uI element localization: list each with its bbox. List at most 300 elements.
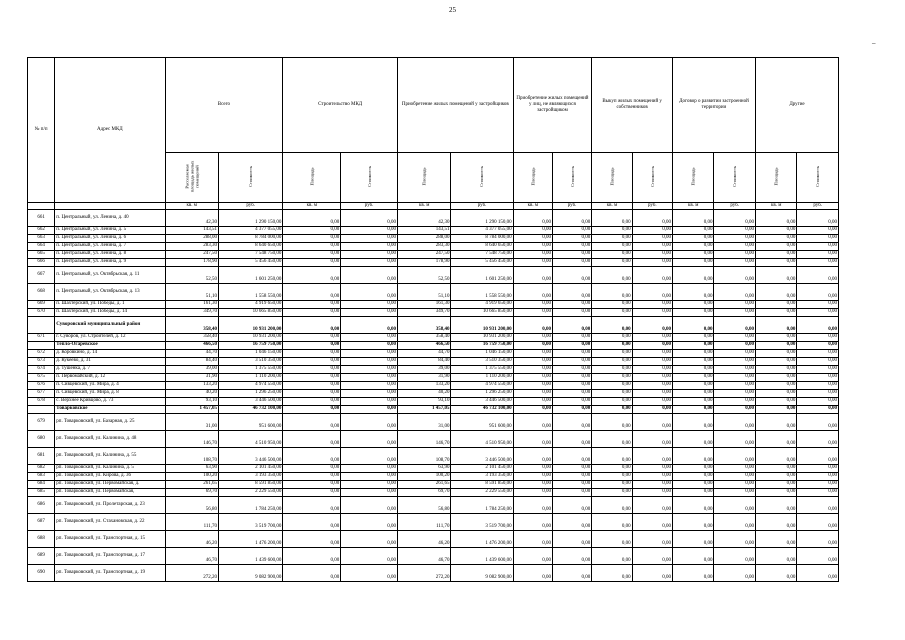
nondeveloper-cost-cell: 0,00 — [552, 447, 591, 464]
territory-area-cell: 0,00 — [672, 405, 713, 413]
row-number-cell: 674 — [28, 365, 55, 373]
row-number-cell: 663 — [28, 234, 55, 242]
nondeveloper-cost-cell: 0,00 — [552, 341, 591, 349]
table-row — [28, 464, 839, 472]
unit-cost: руб. — [632, 203, 672, 210]
address-cell: рп. Товарковский, ул. Транспортная, д. 15 — [55, 530, 165, 547]
other-area-cell: 0,00 — [755, 413, 796, 430]
total-area-cell: 108,70 — [165, 447, 218, 464]
territory-cost-cell: 0,00 — [714, 300, 755, 308]
developer-cost-cell: 9 082 900,00 — [451, 564, 513, 581]
table-row — [28, 365, 839, 373]
territory-area-cell: 0,00 — [672, 447, 713, 464]
header-area: Площадь — [672, 153, 713, 203]
developer-cost-cell: 1 476 200,00 — [451, 530, 513, 547]
nondeveloper-area-cell: 0,00 — [513, 513, 552, 530]
address-cell: Товарковское — [55, 405, 165, 413]
other-area-cell: 0,00 — [755, 464, 796, 472]
nondeveloper-cost-cell: 0,00 — [552, 266, 591, 283]
nondeveloper-area-cell: 0,00 — [513, 365, 552, 373]
construction-area-cell: 0,00 — [283, 513, 341, 530]
construction-area-cell: 0,00 — [283, 209, 341, 226]
developer-area-cell: 63,90 — [397, 464, 450, 472]
construction-area-cell: 0,00 — [283, 365, 341, 373]
territory-cost-cell: 0,00 — [714, 283, 755, 300]
nondeveloper-area-cell: 0,00 — [513, 226, 552, 234]
unit-cost: руб. — [714, 203, 755, 210]
header-area: Площадь — [397, 153, 450, 203]
buyout-cost-cell: 0,00 — [632, 316, 672, 333]
buyout-area-cell: 0,00 — [592, 258, 632, 266]
address-cell: рп. Товарковский, ул. Первомайская, — [55, 488, 165, 496]
developer-cost-cell: 3 510 350,00 — [451, 357, 513, 365]
territory-cost-cell: 0,00 — [714, 258, 755, 266]
other-cost-cell: 0,00 — [797, 365, 839, 373]
other-area-cell: 0,00 — [755, 397, 796, 405]
construction-area-cell: 0,00 — [283, 389, 341, 397]
total-area-cell: 69,70 — [165, 488, 218, 496]
table-row — [28, 308, 839, 316]
developer-cost-cell: 4 510 950,00 — [451, 430, 513, 447]
nondeveloper-area-cell: 0,00 — [513, 397, 552, 405]
row-number-cell: 685 — [28, 488, 55, 496]
total-area-cell: 44,70 — [165, 349, 218, 357]
developer-cost-cell: 10 665 850,00 — [451, 308, 513, 316]
territory-area-cell: 0,00 — [672, 513, 713, 530]
row-number-cell: 662 — [28, 226, 55, 234]
row-number-cell: 668 — [28, 283, 55, 300]
header-area: Площадь — [283, 153, 341, 203]
nondeveloper-area-cell: 0,00 — [513, 316, 552, 333]
other-cost-cell: 0,00 — [797, 496, 839, 513]
address-cell: п. Сивцевский, ул. Мира, д. 4 — [55, 381, 165, 389]
territory-cost-cell: 0,00 — [714, 308, 755, 316]
construction-cost-cell: 0,00 — [341, 480, 398, 488]
other-area-cell: 0,00 — [755, 365, 796, 373]
header-area: Площадь — [592, 153, 632, 203]
construction-cost-cell: 0,00 — [341, 357, 398, 365]
buyout-area-cell: 0,00 — [592, 357, 632, 365]
territory-cost-cell: 0,00 — [714, 209, 755, 226]
construction-cost-cell: 0,00 — [341, 283, 398, 300]
developer-area-cell: 31,00 — [397, 413, 450, 430]
territory-cost-cell: 0,00 — [714, 341, 755, 349]
buyout-cost-cell: 0,00 — [632, 564, 672, 581]
address-cell: п. Шахтерский, ул. Победы, д. 14 — [55, 308, 165, 316]
construction-cost-cell: 0,00 — [341, 389, 398, 397]
buyout-area-cell: 0,00 — [592, 242, 632, 250]
table-row — [28, 349, 839, 357]
territory-area-cell: 0,00 — [672, 349, 713, 357]
territory-area-cell: 0,00 — [672, 564, 713, 581]
developer-cost-cell: 1 290 150,00 — [451, 209, 513, 226]
address-cell: Суворовский муниципальный район — [55, 316, 165, 333]
developer-cost-cell: 16 759 750,00 — [451, 341, 513, 349]
territory-area-cell: 0,00 — [672, 413, 713, 430]
territory-area-cell: 0,00 — [672, 300, 713, 308]
construction-area-cell: 0,00 — [283, 413, 341, 430]
developer-cost-cell: 8 640 650,00 — [451, 242, 513, 250]
buyout-area-cell: 0,00 — [592, 316, 632, 333]
total-cost-cell: 4 974 550,00 — [218, 381, 282, 389]
construction-area-cell: 0,00 — [283, 464, 341, 472]
address-cell: п. Центральный, ул. Ленина, д. 40 — [55, 209, 165, 226]
construction-area-cell: 0,00 — [283, 530, 341, 547]
row-number-cell — [28, 316, 55, 333]
table-row — [28, 250, 839, 258]
buyout-area-cell: 0,00 — [592, 365, 632, 373]
nondeveloper-area-cell: 0,00 — [513, 488, 552, 496]
header-territory-agreement: Договор о развитии застроенной территории — [672, 58, 755, 153]
other-area-cell: 0,00 — [755, 316, 796, 333]
other-cost-cell: 0,00 — [797, 242, 839, 250]
developer-area-cell: 133,20 — [397, 381, 450, 389]
developer-area-cell: 358,40 — [397, 316, 450, 333]
nondeveloper-cost-cell: 0,00 — [552, 464, 591, 472]
other-cost-cell: 0,00 — [797, 258, 839, 266]
developer-area-cell: 39,00 — [397, 365, 450, 373]
nondeveloper-cost-cell: 0,00 — [552, 397, 591, 405]
nondeveloper-area-cell: 0,00 — [513, 300, 552, 308]
table-row — [28, 357, 839, 365]
total-area-cell: 261,65 — [165, 480, 218, 488]
nondeveloper-area-cell: 0,00 — [513, 373, 552, 381]
header-cost: Стоимость — [451, 153, 513, 203]
total-cost-cell: 10 931 200,00 — [218, 333, 282, 341]
other-area-cell: 0,00 — [755, 472, 796, 480]
row-number-cell: 669 — [28, 300, 55, 308]
territory-area-cell: 0,00 — [672, 316, 713, 333]
territory-area-cell: 0,00 — [672, 357, 713, 365]
territory-cost-cell: 0,00 — [714, 564, 755, 581]
nondeveloper-cost-cell: 0,00 — [552, 430, 591, 447]
territory-cost-cell: 0,00 — [714, 430, 755, 447]
territory-cost-cell: 0,00 — [714, 464, 755, 472]
table-row — [28, 283, 839, 300]
table-row — [28, 480, 839, 488]
territory-area-cell: 0,00 — [672, 250, 713, 258]
margin-mark: – — [872, 39, 876, 47]
address-cell: п. Центральный, ул. Ленина, д. 6 — [55, 234, 165, 242]
unit-area: кв. м — [672, 203, 713, 210]
other-cost-cell: 0,00 — [797, 447, 839, 464]
other-area-cell: 0,00 — [755, 564, 796, 581]
nondeveloper-cost-cell: 0,00 — [552, 226, 591, 234]
nondeveloper-cost-cell: 0,00 — [552, 234, 591, 242]
construction-area-cell: 0,00 — [283, 564, 341, 581]
other-cost-cell: 0,00 — [797, 513, 839, 530]
developer-area-cell: 146,70 — [397, 430, 450, 447]
address-cell: рп. Товарковский, ул. Калинина, д. 48 — [55, 430, 165, 447]
construction-cost-cell: 0,00 — [341, 413, 398, 430]
total-cost-cell: 4 919 650,00 — [218, 300, 282, 308]
construction-cost-cell: 0,00 — [341, 496, 398, 513]
page-number: 25 — [449, 6, 456, 14]
header-cost: Стоимость — [552, 153, 591, 203]
other-area-cell: 0,00 — [755, 209, 796, 226]
buyout-cost-cell: 0,00 — [632, 397, 672, 405]
total-cost-cell: 7 548 750,00 — [218, 250, 282, 258]
buyout-cost-cell: 0,00 — [632, 381, 672, 389]
other-area-cell: 0,00 — [755, 341, 796, 349]
buyout-area-cell: 0,00 — [592, 266, 632, 283]
table-row — [28, 430, 839, 447]
buyout-cost-cell: 0,00 — [632, 283, 672, 300]
total-cost-cell: 10 665 850,00 — [218, 308, 282, 316]
address-cell: п. Сивцевский, ул. Мира, д. 8 — [55, 389, 165, 397]
row-number-cell: 684 — [28, 480, 55, 488]
developer-area-cell: 52,50 — [397, 266, 450, 283]
territory-cost-cell: 0,00 — [714, 365, 755, 373]
territory-area-cell: 0,00 — [672, 480, 713, 488]
nondeveloper-area-cell: 0,00 — [513, 308, 552, 316]
nondeveloper-area-cell: 0,00 — [513, 413, 552, 430]
nondeveloper-cost-cell: 0,00 — [552, 333, 591, 341]
total-area-cell: 52,50 — [165, 266, 218, 283]
other-area-cell: 0,00 — [755, 381, 796, 389]
address-cell: рп. Товарковский, ул. Калинина, д. 5 — [55, 464, 165, 472]
construction-cost-cell: 0,00 — [341, 547, 398, 564]
row-number-cell: 677 — [28, 389, 55, 397]
table-row — [28, 488, 839, 496]
nondeveloper-cost-cell: 0,00 — [552, 250, 591, 258]
total-cost-cell: 8 591 850,00 — [218, 480, 282, 488]
address-cell: д. Тушенка, д. 7 — [55, 365, 165, 373]
total-area-cell: 100,20 — [165, 472, 218, 480]
buyout-cost-cell: 0,00 — [632, 530, 672, 547]
table-row — [28, 547, 839, 564]
other-area-cell: 0,00 — [755, 226, 796, 234]
total-area-cell: 143,51 — [165, 226, 218, 234]
nondeveloper-cost-cell: 0,00 — [552, 316, 591, 333]
construction-area-cell: 0,00 — [283, 397, 341, 405]
construction-cost-cell: 0,00 — [341, 266, 398, 283]
address-cell: п. Центральный, ул. Октябрьская, д. 11 — [55, 266, 165, 283]
territory-area-cell: 0,00 — [672, 266, 713, 283]
total-area-cell: 56,80 — [165, 496, 218, 513]
total-area-cell: 146,70 — [165, 430, 218, 447]
other-cost-cell: 0,00 — [797, 357, 839, 365]
nondeveloper-area-cell: 0,00 — [513, 496, 552, 513]
other-cost-cell: 0,00 — [797, 472, 839, 480]
address-cell: п. Первомайский, д. 12 — [55, 373, 165, 381]
nondeveloper-cost-cell: 0,00 — [552, 308, 591, 316]
territory-cost-cell: 0,00 — [714, 397, 755, 405]
nondeveloper-cost-cell: 0,00 — [552, 349, 591, 357]
nondeveloper-cost-cell: 0,00 — [552, 373, 591, 381]
total-cost-cell: 46 732 100,00 — [218, 405, 282, 413]
developer-cost-cell: 2 101 450,00 — [451, 464, 513, 472]
nondeveloper-area-cell: 0,00 — [513, 258, 552, 266]
address-cell: п. Шахтерский, ул. Победы, д. 1 — [55, 300, 165, 308]
territory-area-cell: 0,00 — [672, 333, 713, 341]
territory-area-cell: 0,00 — [672, 258, 713, 266]
table-row — [28, 496, 839, 513]
other-cost-cell: 0,00 — [797, 250, 839, 258]
nondeveloper-area-cell: 0,00 — [513, 530, 552, 547]
total-area-cell: 46,70 — [165, 547, 218, 564]
other-cost-cell: 0,00 — [797, 488, 839, 496]
row-number-cell: 673 — [28, 357, 55, 365]
address-cell: д. Коровкино, д. 14 — [55, 349, 165, 357]
other-cost-cell: 0,00 — [797, 480, 839, 488]
row-number-cell: 681 — [28, 447, 55, 464]
territory-cost-cell: 0,00 — [714, 316, 755, 333]
buyout-area-cell: 0,00 — [592, 349, 632, 357]
nondeveloper-cost-cell: 0,00 — [552, 300, 591, 308]
buyout-cost-cell: 0,00 — [632, 373, 672, 381]
unit-area: кв. м — [592, 203, 632, 210]
buyout-area-cell: 0,00 — [592, 513, 632, 530]
total-area-cell: 358,40 — [165, 333, 218, 341]
territory-cost-cell: 0,00 — [714, 373, 755, 381]
row-number-cell: 682 — [28, 464, 55, 472]
other-cost-cell: 0,00 — [797, 397, 839, 405]
nondeveloper-cost-cell: 0,00 — [552, 405, 591, 413]
other-cost-cell: 0,00 — [797, 430, 839, 447]
developer-cost-cell: 1 601 250,00 — [451, 266, 513, 283]
buyout-cost-cell: 0,00 — [632, 341, 672, 349]
row-number-cell: 672 — [28, 349, 55, 357]
header-area: Площадь — [755, 153, 796, 203]
developer-area-cell: 358,40 — [397, 333, 450, 341]
row-number-cell: 664 — [28, 242, 55, 250]
buyout-area-cell: 0,00 — [592, 405, 632, 413]
nondeveloper-area-cell: 0,00 — [513, 464, 552, 472]
other-cost-cell: 0,00 — [797, 266, 839, 283]
buyout-cost-cell: 0,00 — [632, 349, 672, 357]
territory-cost-cell: 0,00 — [714, 413, 755, 430]
total-area-cell: 178,90 — [165, 258, 218, 266]
total-cost-cell: 1 110 200,00 — [218, 373, 282, 381]
construction-cost-cell: 0,00 — [341, 226, 398, 234]
buyout-cost-cell: 0,00 — [632, 472, 672, 480]
construction-cost-cell: 0,00 — [341, 564, 398, 581]
developer-cost-cell: 3 446 500,00 — [451, 397, 513, 405]
unit-cost: руб. — [341, 203, 398, 210]
territory-area-cell: 0,00 — [672, 488, 713, 496]
other-area-cell: 0,00 — [755, 496, 796, 513]
buyout-cost-cell: 0,00 — [632, 365, 672, 373]
other-cost-cell: 0,00 — [797, 226, 839, 234]
nondeveloper-area-cell: 0,00 — [513, 283, 552, 300]
developer-area-cell: 349,70 — [397, 308, 450, 316]
buyout-cost-cell: 0,00 — [632, 413, 672, 430]
buyout-area-cell: 0,00 — [592, 480, 632, 488]
table-row — [28, 513, 839, 530]
nondeveloper-area-cell: 0,00 — [513, 349, 552, 357]
row-number-cell: 661 — [28, 209, 55, 226]
total-area-cell: 31,00 — [165, 413, 218, 430]
developer-area-cell: 261,65 — [397, 480, 450, 488]
developer-cost-cell: 10 931 200,00 — [451, 333, 513, 341]
address-cell: п. Центральный, ул. Октябрьская, д. 13 — [55, 283, 165, 300]
nondeveloper-cost-cell: 0,00 — [552, 496, 591, 513]
buyout-cost-cell: 0,00 — [632, 430, 672, 447]
other-area-cell: 0,00 — [755, 430, 796, 447]
total-area-cell: 283,30 — [165, 242, 218, 250]
total-area-cell: 358,40 — [165, 316, 218, 333]
buyout-area-cell: 0,00 — [592, 389, 632, 397]
developer-area-cell: 46,20 — [397, 530, 450, 547]
construction-cost-cell: 0,00 — [341, 430, 398, 447]
buyout-cost-cell: 0,00 — [632, 389, 672, 397]
resettlement-table — [27, 57, 839, 582]
developer-area-cell: 84,40 — [397, 357, 450, 365]
territory-area-cell: 0,00 — [672, 226, 713, 234]
nondeveloper-area-cell: 0,00 — [513, 357, 552, 365]
other-area-cell: 0,00 — [755, 283, 796, 300]
total-area-cell: 111,70 — [165, 513, 218, 530]
address-cell: рп. Товарковский, ул. Пролетарская, д. 23 — [55, 496, 165, 513]
developer-cost-cell: 1 375 550,00 — [451, 365, 513, 373]
territory-cost-cell: 0,00 — [714, 547, 755, 564]
header-cost: Стоимость — [218, 153, 282, 203]
buyout-area-cell: 0,00 — [592, 472, 632, 480]
nondeveloper-cost-cell: 0,00 — [552, 480, 591, 488]
row-number-cell: 688 — [28, 530, 55, 547]
nondeveloper-cost-cell: 0,00 — [552, 381, 591, 389]
construction-area-cell: 0,00 — [283, 308, 341, 316]
row-number-cell: 671 — [28, 333, 55, 341]
nondeveloper-area-cell: 0,00 — [513, 209, 552, 226]
territory-area-cell: 0,00 — [672, 464, 713, 472]
row-number-cell: 687 — [28, 513, 55, 530]
unit-cost: руб. — [451, 203, 513, 210]
territory-area-cell: 0,00 — [672, 308, 713, 316]
developer-area-cell: 178,90 — [397, 258, 450, 266]
total-area-cell: 51,10 — [165, 283, 218, 300]
construction-cost-cell: 0,00 — [341, 258, 398, 266]
developer-cost-cell: 2 229 550,00 — [451, 488, 513, 496]
unit-area: кв. м — [513, 203, 552, 210]
buyout-area-cell: 0,00 — [592, 447, 632, 464]
total-area-cell: 133,20 — [165, 381, 218, 389]
buyout-area-cell: 0,00 — [592, 530, 632, 547]
other-area-cell: 0,00 — [755, 242, 796, 250]
developer-area-cell: 288,00 — [397, 234, 450, 242]
header-area: Площадь — [513, 153, 552, 203]
nondeveloper-area-cell: 0,00 — [513, 234, 552, 242]
total-area-cell: 40,20 — [165, 389, 218, 397]
territory-area-cell: 0,00 — [672, 242, 713, 250]
buyout-cost-cell: 0,00 — [632, 405, 672, 413]
other-cost-cell: 0,00 — [797, 308, 839, 316]
buyout-area-cell: 0,00 — [592, 250, 632, 258]
total-area-cell: 1 457,05 — [165, 405, 218, 413]
buyout-cost-cell: 0,00 — [632, 496, 672, 513]
developer-area-cell: 93,10 — [397, 397, 450, 405]
other-cost-cell: 0,00 — [797, 333, 839, 341]
territory-cost-cell: 0,00 — [714, 234, 755, 242]
other-cost-cell: 0,00 — [797, 300, 839, 308]
row-number-cell — [28, 341, 55, 349]
row-number-cell: 678 — [28, 397, 55, 405]
total-cost-cell: 10 931 200,00 — [218, 316, 282, 333]
table-row — [28, 234, 839, 242]
total-cost-cell: 1 375 550,00 — [218, 365, 282, 373]
buyout-area-cell: 0,00 — [592, 430, 632, 447]
address-cell: рп. Товарковский, ул. Транспортная, д. 17 — [55, 547, 165, 564]
total-cost-cell: 1 476 200,00 — [218, 530, 282, 547]
developer-area-cell: 46,70 — [397, 547, 450, 564]
header-cost: Стоимость — [797, 153, 839, 203]
other-cost-cell: 0,00 — [797, 389, 839, 397]
buyout-cost-cell: 0,00 — [632, 242, 672, 250]
developer-cost-cell: 1 296 250,00 — [451, 389, 513, 397]
nondeveloper-area-cell: 0,00 — [513, 472, 552, 480]
developer-area-cell: 44,70 — [397, 349, 450, 357]
